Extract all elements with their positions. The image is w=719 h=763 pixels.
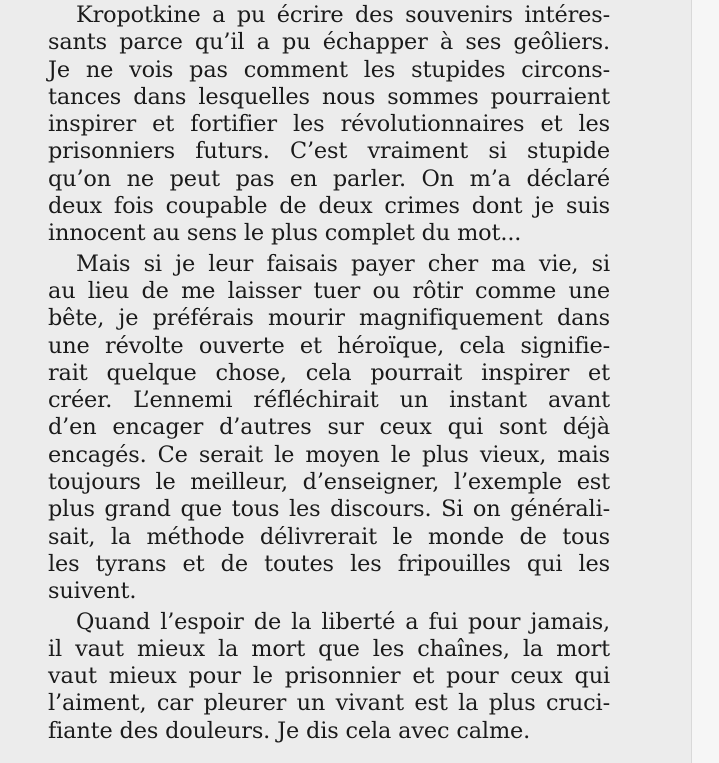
text-line: Mais si je leur faisais payer cher ma vie, si (76, 250, 610, 277)
paragraph-3 (48, 609, 610, 745)
text-line: au lieu de me laisser tuer ou rôtir comme une (48, 277, 610, 304)
text-line: vaut mieux pour le prisonnier et pour ceux qui (48, 663, 610, 690)
text-line: tances dans lesquelles nous sommes pourraient (48, 83, 610, 110)
text-line: créer. L’ennemi réfléchirait un instant avant (48, 387, 610, 414)
text-line: Quand l’espoir de la liberté a fui pour jamais, (76, 608, 610, 635)
text-line: innocent au sens le plus complet du mot... (48, 220, 522, 247)
body-text (48, 2, 610, 748)
text-line: rait quelque chose, cela pourrait inspirer et (48, 359, 610, 386)
text-line: plus grand que tous les discours. Si on générali- (48, 496, 610, 523)
text-line: Je ne vois pas comment les stupides circons- (48, 56, 610, 83)
text-line: les tyrans et de toutes les fripouilles qui les (48, 550, 610, 577)
paragraph-1 (48, 2, 610, 248)
text-line: fiante des douleurs. Je dis cela avec calme. (48, 717, 531, 744)
text-line: l’aiment, car pleurer un vivant est la plus cruci- (48, 690, 610, 717)
text-line: inspirer et fortifier les révolutionnaires et les (48, 111, 610, 138)
text-line: sait, la méthode délivrerait le monde de tous (48, 523, 610, 550)
text-line: suivent. (48, 578, 137, 605)
text-line: toujours le meilleur, d’enseigner, l’exemple est (48, 469, 610, 496)
text-line: bête, je préférais mourir magnifiquement dans (48, 305, 610, 332)
text-line: Kropotkine a pu écrire des souvenirs intéres- (76, 2, 610, 28)
text-line: sants parce qu’il a pu échapper à ses geôliers. (48, 29, 610, 56)
page-margin-edge (691, 0, 719, 763)
text-line: d’en encager d’autres sur ceux qui sont déjà (48, 414, 610, 441)
text-line: prisonniers futurs. C’est vraiment si stupide (48, 138, 610, 165)
text-line: deux fois coupable de deux crimes dont je suis (48, 193, 610, 220)
text-line: qu’on ne peut pas en parler. On m’a déclaré (48, 165, 610, 192)
text-line: une révolte ouverte et héroïque, cela signifie- (48, 332, 610, 359)
text-line: il vaut mieux la mort que les chaînes, la mort (48, 635, 610, 662)
text-line: encagés. Ce serait le moyen le plus vieux, mais (48, 441, 610, 468)
paragraph-2 (48, 251, 610, 606)
